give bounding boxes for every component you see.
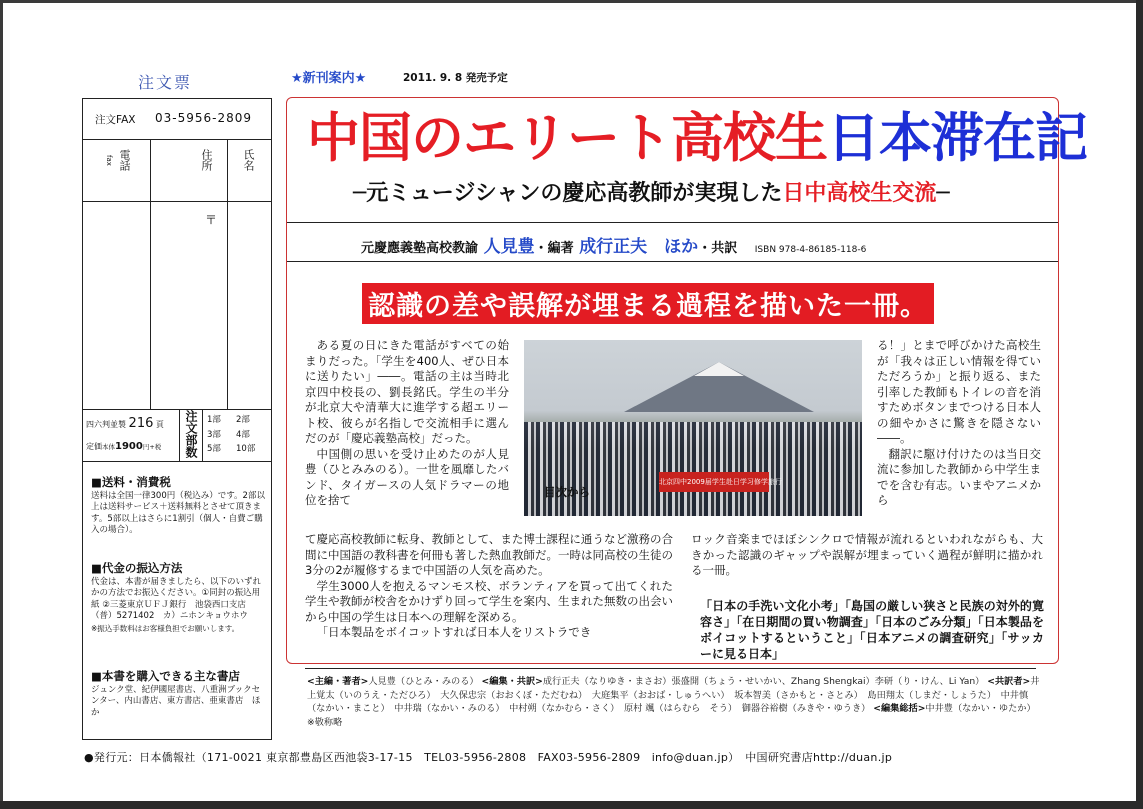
fax-number: 03-5956-2809: [155, 111, 253, 125]
isbn: ISBN 978-4-86185-118-6: [754, 245, 867, 255]
mountain-snowcap-shape: [694, 362, 744, 376]
column-divider: [179, 409, 180, 461]
tagline-banner: 認識の差や誤解が埋まる過程を描いた一冊。: [362, 283, 934, 324]
name-label: 氏名: [242, 149, 255, 171]
body-paragraph: 学生3000人を抱えるマンモス校、ボランティアを買って出てくれた学生や教師が校舎をかけずり回って学生を案内、生まれた無数の出会いから中国の学生は日本への理解を深める。: [305, 578, 673, 624]
postal-mark: 〒: [205, 213, 218, 227]
compilers-label: <編集・共訳>: [481, 676, 543, 687]
stores-info: [91, 671, 267, 719]
body-left-column: [305, 338, 509, 509]
editors: 人見豊（ひとみ・みのる）: [368, 676, 479, 687]
book-spec-row: [83, 409, 271, 462]
book-title-red: 中国のエリート高校生: [307, 108, 827, 169]
divider: [287, 222, 1058, 223]
body-paragraph: 「日本製品をボイコットすれば日本人をリストラでき: [316, 625, 592, 639]
editors-label: <主編・著者>: [307, 676, 369, 687]
shipping-text: 送料は全国一律300円（税込み）です。2部以上は送料サービス＋送料無料とさせて頂きます。5部以上はさらに1割引（個人・自費ご購入の場合）。: [91, 490, 265, 535]
shipping-heading: ■送料・消費税: [91, 475, 171, 489]
column-divider: [202, 409, 203, 461]
release-date: 2011. 9. 8 発売予定: [403, 72, 508, 84]
body-bottom-left: [305, 532, 673, 641]
order-form: [82, 98, 272, 740]
photo-banner: 北京四中2009届学生赴日学习修学旅行: [659, 472, 769, 492]
subtitle-end: ─: [936, 180, 950, 206]
body-paragraph: 中国側の思いを受け止めたのが人見豊（ひとみみのる）。一世を風靡したバンド、タイガースの人気ドラマーの地位を捨て: [305, 446, 509, 507]
author-line: [361, 232, 866, 257]
quantity-label: 注文部数: [184, 410, 198, 458]
body-paragraph: ある夏の日にきた電話がすべての始まりだった。「学生を400人、ぜひ日本に送りたい」――。電話の主は当時北京四中校長の、劉長銘氏。学生の半分が北京大や清華大に進学する超エリート校、彼らが名指しで交流相手に選んだのが「慶応義塾高校」だった。: [305, 338, 509, 445]
subtitle-red: 日中高校生交流: [782, 180, 937, 206]
compilers: 成行正夫（なりゆき・まさお）張盛開（ちょう・せいかい、Zhang Shengkai）李研（り・けん、Li Yan）: [542, 676, 985, 687]
qty-option[interactable]: 2部: [236, 415, 250, 425]
frame-left-border: [0, 0, 3, 809]
table-of-contents: 「日本の手洗い文化小考」「島国の厳しい狭さと民族の対外的寛容さ」「在日期間の買い物調査」「日本のごみ分類」「日本製品をボイコットするということ」「日本アニメの調査研究」「サッカーに見る日本」: [700, 599, 1044, 661]
price: [86, 441, 161, 452]
pages-unit: 頁: [155, 420, 164, 429]
frame-bottom-border: [0, 801, 1143, 809]
publisher-footer: ●発行元：日本僑報社（171-0021 東京都豊島区西池袋3-17-15 TEL03-5956-2808 FAX03-5956-2809 info@duan.jp） 中国研究書店http://duan.jp: [84, 751, 893, 764]
translators: 井上覚太（いのうえ・ただひろ） 大久保忠宗（おおくぼ・ただむね） 大庭集平（おおば・しゅうへい） 坂本智美（さかもと・さとみ） 島田翔太（しまだ・しょうた） 中井慎（なかい・まこと） 中井瑞（なかい・みのる） 中村朔（なかむら・さく） 原村 颯（はらむら そう） 御器谷裕樹（みきや・ゆうき）: [307, 676, 1040, 714]
divider: [287, 261, 1058, 262]
fax-label: 注文FAX: [95, 114, 136, 126]
subtitle-black: ─元ミュージシャンの慶応高教師が実現した: [353, 180, 783, 206]
book-title: [307, 106, 1087, 172]
author-2: 成行正夫 ほか: [579, 237, 699, 257]
supervisor-label: <編集総括>: [873, 703, 926, 714]
payment-info: [91, 563, 267, 634]
new-release-kicker: ★新刊案内★: [291, 71, 367, 86]
fax-small-label: fax: [105, 155, 113, 166]
order-form-title: 注文票: [137, 73, 192, 92]
contact-fields-row: [83, 139, 271, 202]
qty-option[interactable]: 3部: [207, 429, 221, 440]
toc-title: 目次から: [544, 485, 590, 499]
body-paragraph: ロック音楽までほぼシンクロで情報が流れるといわれながらも、大きかった認識のギャップや誤解が埋まっていく過程が鮮明に描かれる一冊。: [691, 532, 1043, 577]
divider: [305, 668, 1036, 669]
body-right-column: [877, 338, 1041, 509]
payment-text: 代金は、本書が届きましたら、以下のいずれかの方法でお振込ください。①同封の振込用紙 ②三菱東京ＵＦＪ銀行 池袋西口支店（普）5271402 カ）ニホンキョウホウ: [91, 576, 262, 621]
supervisor: 中井豊（なかい・ゆたか）※敬称略: [307, 703, 1036, 728]
qty-option[interactable]: 10部: [236, 444, 256, 454]
payment-note: ※振込手数料はお客様負担でお願いします。: [91, 623, 240, 633]
shipping-info: [91, 477, 267, 537]
crowd-shape: [524, 422, 862, 516]
price-sub: 本体: [102, 443, 115, 451]
price-label: 定価: [86, 442, 102, 451]
translators-label: <共訳者>: [987, 676, 1031, 687]
body-paragraph: る！」とまで呼びかけた高校生が「我々は正しい情報を得ていただろうか」と振り返る、また引率した教師もトイレの音を消すためボタンまでつける日本人の細やかさに驚きを隠さない――。: [877, 338, 1041, 445]
book-subtitle: [353, 176, 950, 207]
book-announcement-panel: [286, 97, 1087, 664]
body-paragraph: て慶応高校教師に転身、教師として、また博士課程に通うなど激務の合間に中国語の教科書を何冊も著した熱血教師だ。一時は同高校の生徒の3分の2が履修するまで中国語の人気を高めた。: [305, 532, 673, 577]
address-field[interactable]: [83, 201, 271, 410]
pages-value: 216: [128, 416, 154, 431]
qty-option[interactable]: 1部: [207, 415, 221, 425]
qty-option[interactable]: 5部: [207, 444, 221, 454]
body-bottom-right: [691, 532, 1043, 579]
payment-heading: ■代金の振込方法: [91, 561, 183, 575]
price-unit: 円+税: [142, 443, 162, 451]
fax-row: [83, 99, 271, 140]
book-title-blue: 日本滞在記: [827, 108, 1087, 169]
stores-heading: ■本書を購入できる主な書店: [91, 669, 240, 683]
page-count: [86, 416, 164, 431]
quantity-options: [207, 413, 269, 457]
pages-label: 四六判並製: [86, 420, 126, 429]
author-role-1: 元慶應義塾高校教諭: [361, 241, 479, 256]
frame-right-border: [1136, 0, 1143, 809]
credits: [307, 675, 1042, 729]
qty-option[interactable]: 4部: [236, 429, 250, 440]
author-1: 人見豊: [483, 237, 535, 257]
address-label: 住所: [200, 149, 213, 171]
author-role-2: ・編著: [534, 241, 574, 256]
price-value: 1900: [115, 441, 143, 452]
frame-top-border: [0, 0, 1143, 3]
stores-text: ジュンク堂、紀伊國屋書店、八重洲ブックセンター、内山書店、東方書店、亜東書店 ほか: [91, 684, 261, 718]
body-paragraph: 翻訳に駆け付けたのは当日交流に参加した教師から中学生までを含む有志。いまやアニメから: [877, 446, 1041, 507]
phone-label: 電話: [118, 149, 131, 171]
author-role-3: ・共訳: [698, 241, 738, 256]
